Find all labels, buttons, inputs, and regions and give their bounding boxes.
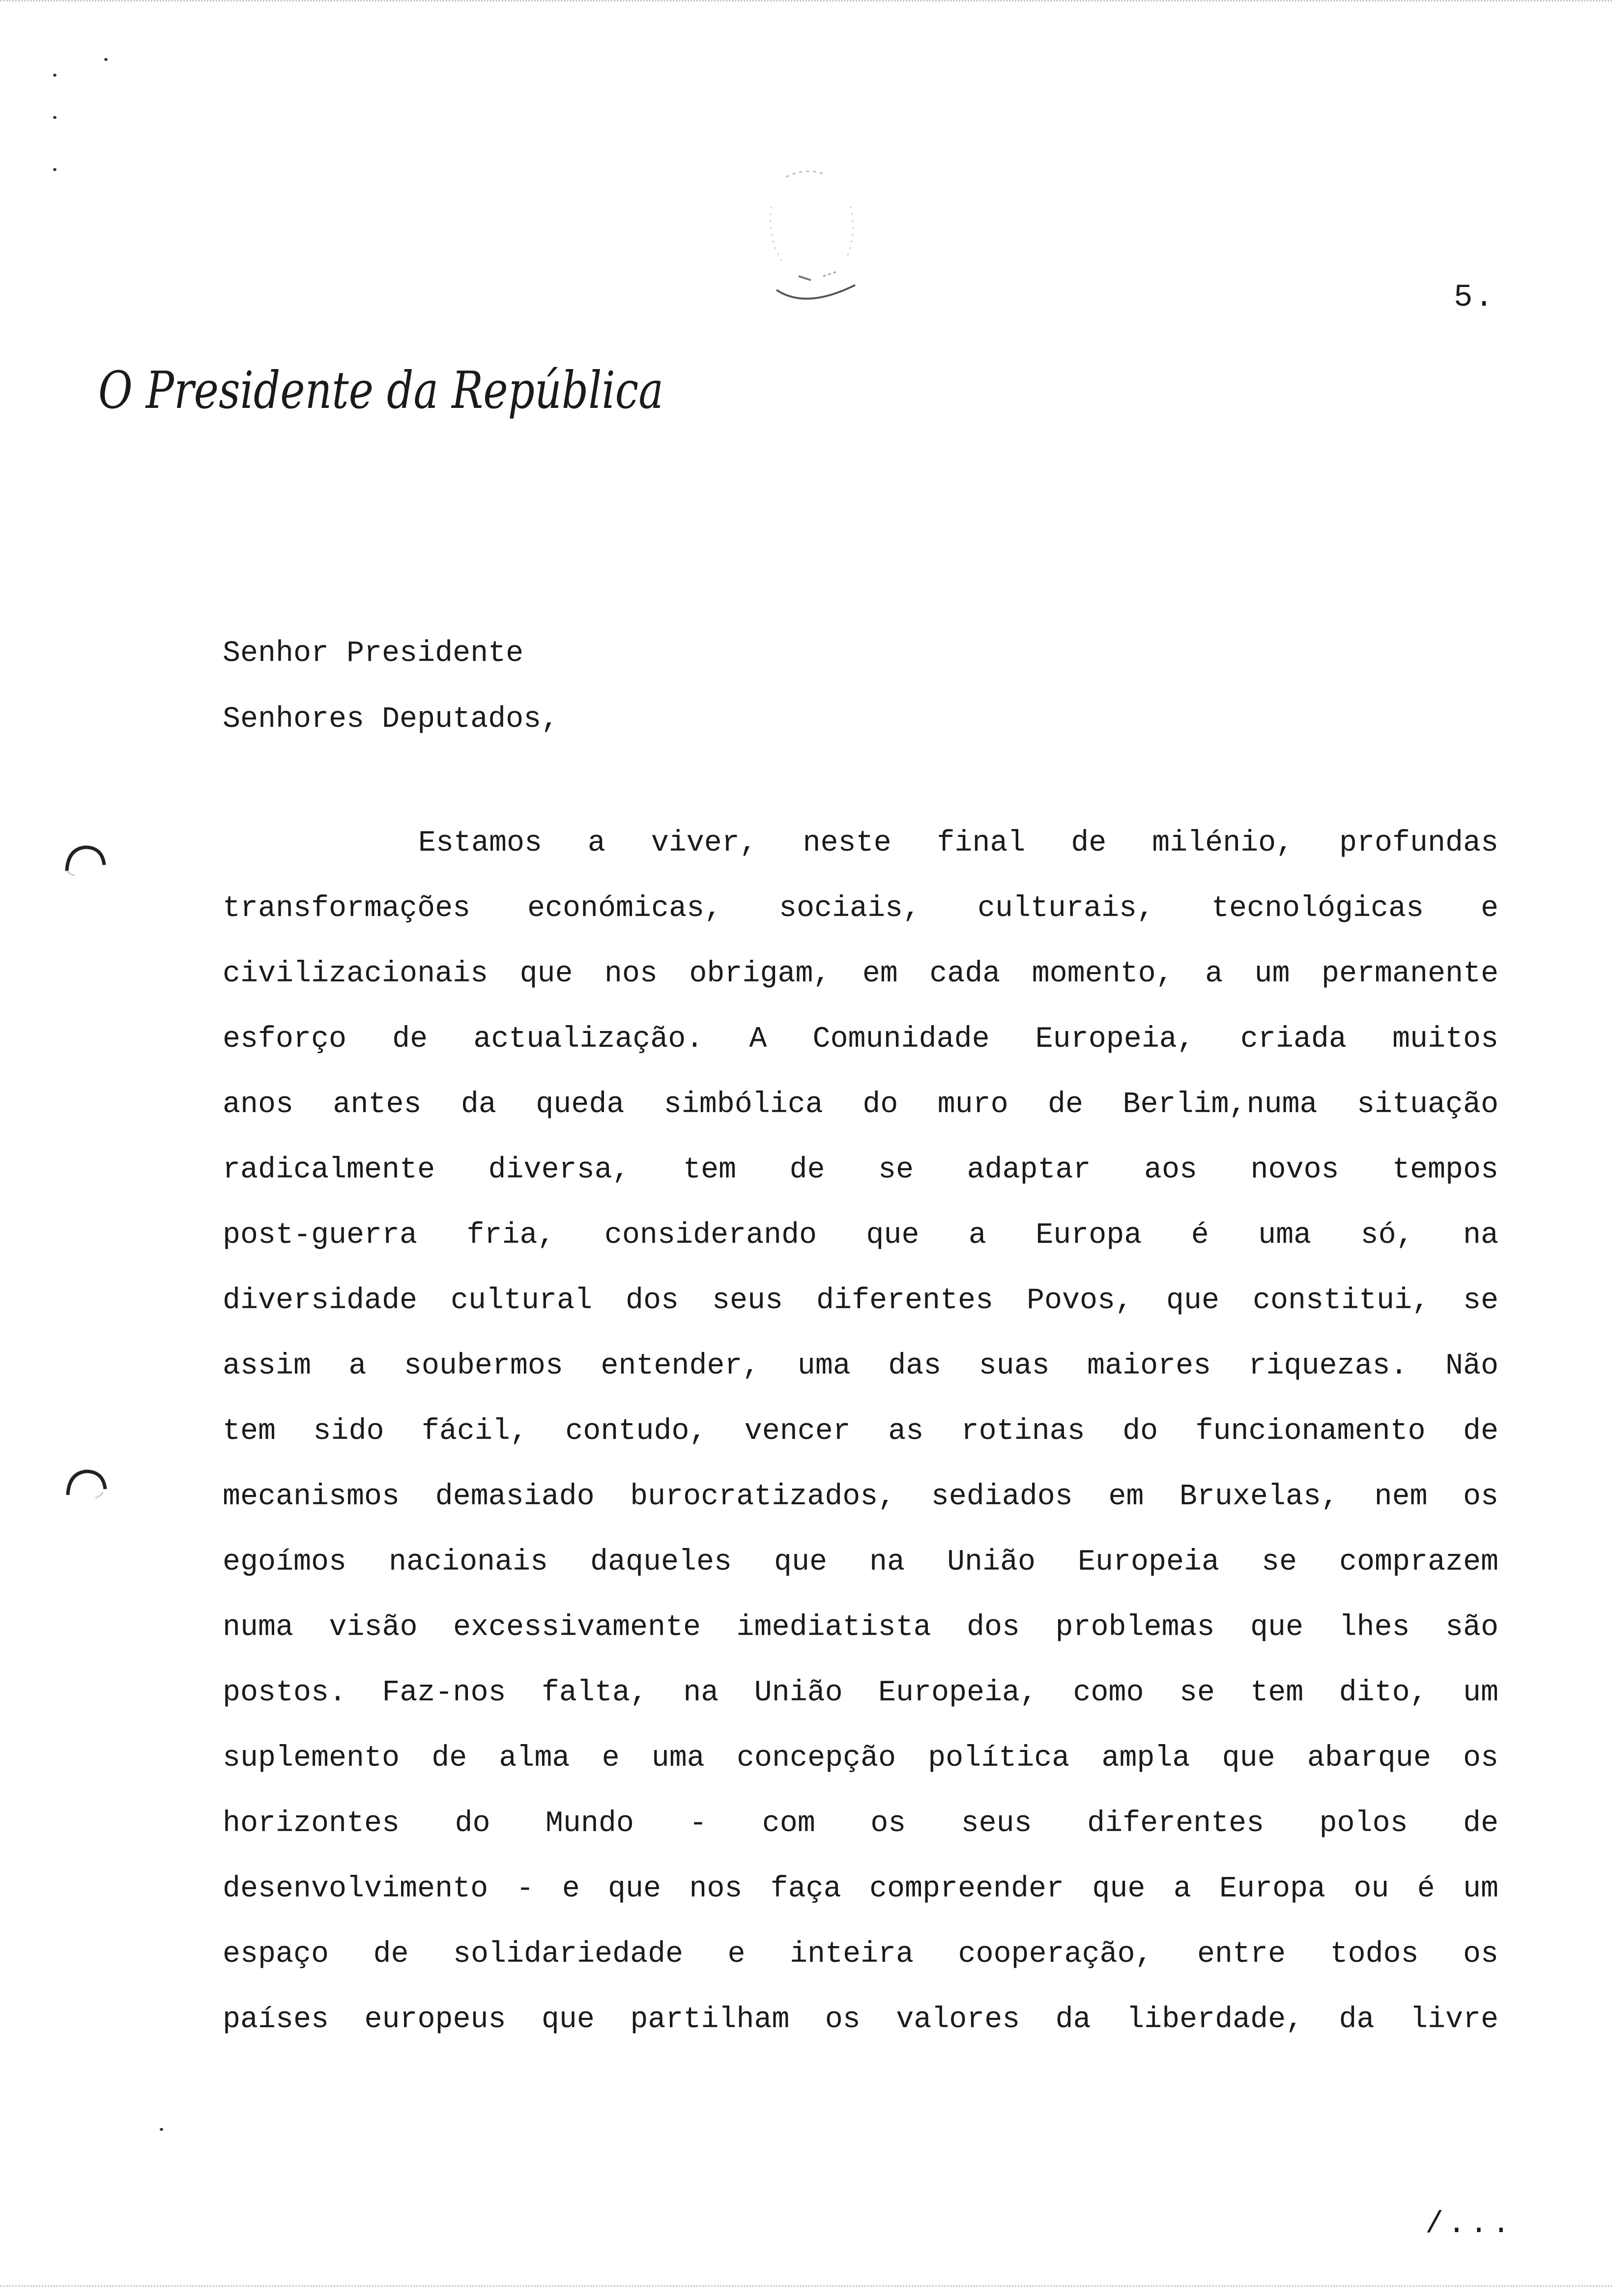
body-line: transformações económicas, sociais, culturais, tecnológicas e xyxy=(223,892,1498,925)
body-line: assim a soubermos entender, uma das suas maiores riquezas. Não xyxy=(223,1349,1498,1383)
margin-speck xyxy=(53,168,57,171)
continuation-mark: /... xyxy=(1425,2207,1514,2241)
punch-hole-mark xyxy=(64,1467,108,1497)
body-paragraph xyxy=(223,824,1498,2066)
body-line: países europeus que partilham os valores da liberdade, da livre xyxy=(223,2003,1498,2037)
letterhead-calligraphy xyxy=(98,354,668,432)
faint-stamp-mark xyxy=(752,162,870,319)
scan-top-edge xyxy=(0,0,1612,6)
body-line: horizontes do Mundo - com os seus diferentes polos de xyxy=(223,1807,1498,1840)
margin-speck xyxy=(53,116,57,119)
svg-text:O Presidente da República: O Presidente da República xyxy=(98,360,663,420)
scan-bottom-edge xyxy=(0,2285,1612,2290)
margin-speck xyxy=(104,58,108,61)
salutation-line-2: Senhores Deputados, xyxy=(223,703,559,736)
body-line: tem sido fácil, contudo, vencer as rotinas do funcionamento de xyxy=(223,1415,1498,1448)
body-line: numa visão excessivamente imediatista dos problemas que lhes são xyxy=(223,1611,1498,1644)
page-number: 5. xyxy=(1454,280,1496,316)
punch-hole-mark xyxy=(63,843,107,873)
margin-speck xyxy=(53,74,57,77)
body-line: desenvolvimento - e que nos faça compreender que a Europa ou é um xyxy=(223,1872,1498,1906)
body-line: espaço de solidariedade e inteira cooperação, entre todos os xyxy=(223,1938,1498,1971)
body-line: esforço de actualização. A Comunidade Europeia, criada muitos xyxy=(223,1023,1498,1056)
body-line: radicalmente diversa, tem de se adaptar aos novos tempos xyxy=(223,1153,1498,1187)
body-line: diversidade cultural dos seus diferentes Povos, que constitui, se xyxy=(223,1284,1498,1318)
body-line: Estamos a viver, neste final de milénio, profundas xyxy=(418,827,1498,860)
body-line: anos antes da queda simbólica do muro de Berlim,numa situação xyxy=(223,1088,1498,1121)
margin-speck xyxy=(160,2128,163,2131)
body-line: postos. Faz-nos falta, na União Europeia, como se tem dito, um xyxy=(223,1676,1498,1710)
body-line: post-guerra fria, considerando que a Europa é uma só, na xyxy=(223,1219,1498,1252)
salutation-line-1: Senhor Presidente xyxy=(223,637,524,670)
body-line: mecanismos demasiado burocratizados, sediados em Bruxelas, nem os xyxy=(223,1480,1498,1514)
body-line: egoímos nacionais daqueles que na União Europeia se comprazem xyxy=(223,1546,1498,1579)
body-line: civilizacionais que nos obrigam, em cada momento, a um permanente xyxy=(223,957,1498,991)
body-line: suplemento de alma e uma concepção política ampla que abarque os xyxy=(223,1742,1498,1775)
